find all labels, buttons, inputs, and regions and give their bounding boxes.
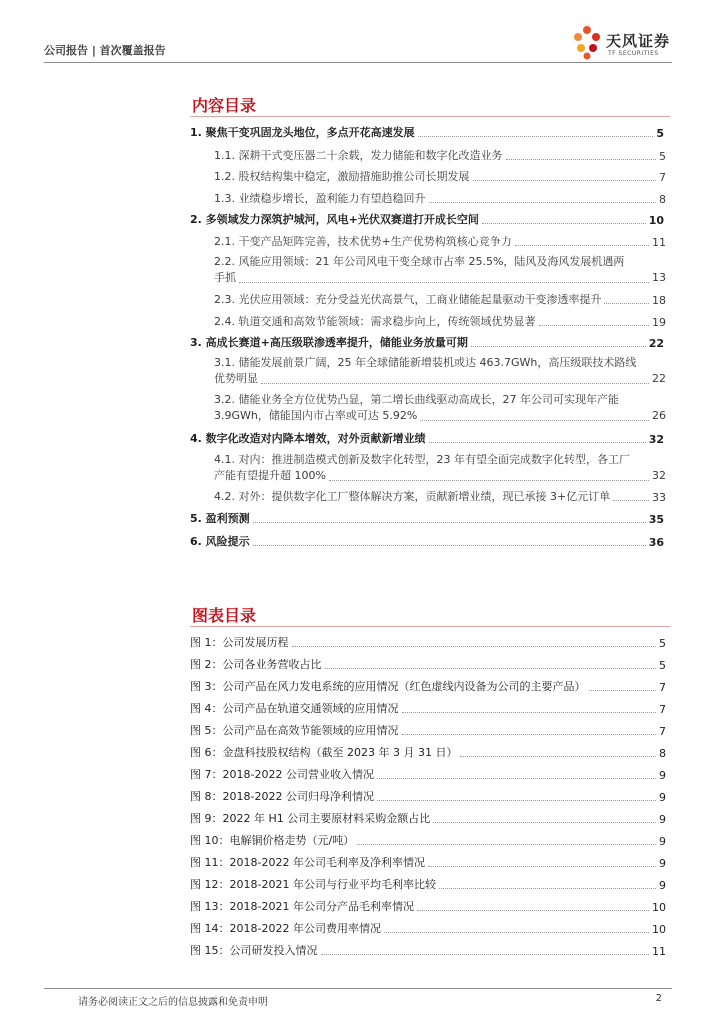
- footer-divider: [44, 988, 672, 989]
- figure-entry[interactable]: 图 8：2018-2022 公司归母净利情况 9: [190, 790, 666, 804]
- report-type-label: 公司报告 | 首次覆盖报告: [44, 44, 166, 57]
- figure-list-title: 图表目录: [192, 606, 257, 625]
- figure-entry[interactable]: 图 10：电解铜价格走势（元/吨） 9: [190, 834, 666, 848]
- figure-entry[interactable]: 图 2：公司各业务营收占比 5: [190, 658, 666, 672]
- page-number: 2: [655, 993, 662, 1004]
- figure-entry[interactable]: 图 3：公司产品在风力发电系统的应用情况（红色虚线内设备为公司的主要产品） 7: [190, 680, 666, 694]
- toc-entry[interactable]: 2. 多领域发力深筑护城河，风电+光伏双赛道打开成长空间 10: [190, 213, 664, 227]
- figure-entry[interactable]: 图 14：2018-2022 年公司费用率情况 10: [190, 922, 666, 936]
- toc-entry[interactable]: 2.4. 轨道交通和高效节能领域：需求稳步向上，传统领域优势显著 19: [214, 315, 666, 329]
- company-logo: [570, 24, 680, 64]
- figure-entry[interactable]: 图 11：2018-2022 年公司毛利率及净利率情况 9: [190, 856, 666, 870]
- figure-entry[interactable]: 图 4：公司产品在轨道交通领域的应用情况 7: [190, 702, 666, 716]
- logo-petals-icon: [570, 24, 604, 62]
- toc-entry[interactable]: 3.1. 储能发展前景广阔，25 年全球储能新增装机或达 463.7GWh，高压级联技术路线 优势明显 22: [214, 356, 666, 385]
- toc-entry[interactable]: 2.2. 风能应用领域：21 年公司风电干变全球市占率 25.5%，陆风及海风发展机遇两 手抓 13: [214, 255, 666, 284]
- toc-entry[interactable]: 3. 高成长赛道+高压级联渗透率提升，储能业务放量可期 22: [190, 336, 664, 350]
- toc-entry[interactable]: 1.2. 股权结构集中稳定，激励措施助推公司长期发展 7: [214, 170, 666, 184]
- toc-entry[interactable]: 4.1. 对内：推进制造模式创新及数字化转型，23 年有望全面完成数字化转型，各工厂 产能有望提升超 100% 32: [214, 453, 666, 482]
- figure-entry[interactable]: 图 9：2022 年 H1 公司主要原材料采购金额占比 9: [190, 812, 666, 826]
- figure-list-title-rule: [190, 626, 670, 627]
- figure-entry[interactable]: 图 12：2018-2021 年公司与行业平均毛利率比较 9: [190, 878, 666, 892]
- footer-disclaimer: 请务必阅读正文之后的信息披露和免责申明: [78, 997, 268, 1008]
- logo-text: 天风证券: [606, 32, 671, 50]
- figure-entry[interactable]: 图 15：公司研发投入情况 11: [190, 944, 666, 958]
- toc-entry[interactable]: 5. 盈利预测 35: [190, 512, 664, 526]
- figure-entry[interactable]: 图 7：2018-2022 公司营业收入情况 9: [190, 768, 666, 782]
- toc-entry[interactable]: 1.3. 业绩稳步增长，盈利能力有望趋稳回升 8: [214, 192, 666, 206]
- figure-entry[interactable]: 图 6：金盘科技股权结构（截至 2023 年 3 月 31 日） 8: [190, 746, 666, 760]
- toc-entry[interactable]: 4.2. 对外：提供数字化工厂整体解决方案，贡献新增业绩，现已承接 3+亿元订单 33: [214, 490, 666, 504]
- toc-title: 内容目录: [192, 96, 257, 115]
- toc-entry[interactable]: 1. 聚焦干变巩固龙头地位，多点开花高速发展 5: [190, 126, 664, 140]
- figure-entry[interactable]: 图 5：公司产品在高效节能领域的应用情况 7: [190, 724, 666, 738]
- toc-entry[interactable]: 2.3. 光伏应用领域：充分受益光伏高景气，工商业储能起量驱动干变渗透率提升 18: [214, 293, 666, 307]
- toc-title-rule: [190, 116, 670, 117]
- toc-entry[interactable]: 2.1. 干变产品矩阵完善，技术优势+生产优势构筑核心竞争力 11: [214, 235, 666, 249]
- logo-subtext: TF SECURITIES: [608, 50, 659, 57]
- toc-entry[interactable]: 1.1. 深耕干式变压器二十余载，发力储能和数字化改造业务 5: [214, 149, 666, 163]
- toc-entry[interactable]: 4. 数字化改造对内降本增效，对外贡献新增业绩 32: [190, 432, 664, 446]
- toc-entry[interactable]: 3.2. 储能业务全方位优势凸显，第二增长曲线驱动高成长，27 年公司可实现年产能 3.9GWh，储能国内市占率或可达 5.92% 26: [214, 393, 666, 422]
- figure-entry[interactable]: 图 13：2018-2021 年公司分产品毛利率情况 10: [190, 900, 666, 914]
- figure-entry[interactable]: 图 1：公司发展历程 5: [190, 636, 666, 650]
- toc-entry[interactable]: 6. 风险提示 36: [190, 535, 664, 549]
- header-divider: [44, 62, 672, 63]
